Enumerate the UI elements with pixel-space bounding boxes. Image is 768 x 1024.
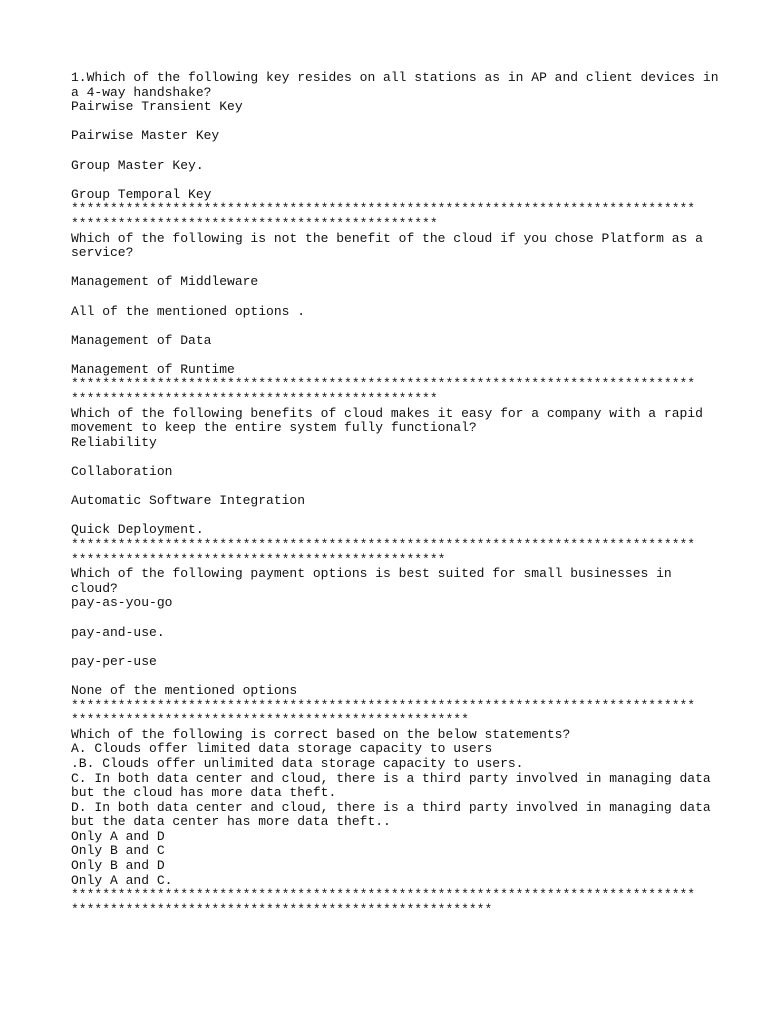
question-5	[71, 728, 711, 918]
question-2	[71, 232, 711, 407]
answer-option: Quick Deployment.	[71, 522, 204, 538]
answer-option: None of the mentioned options	[71, 682, 298, 698]
separator-line: ***********************************************	[71, 215, 438, 231]
answer-option: Collaboration	[71, 464, 173, 480]
question-text-line: a 4-way handshake?	[71, 84, 212, 100]
separator-line: ********************************************************************************	[71, 887, 696, 903]
question-text-line: Which of the following is correct based on the below statements?	[71, 726, 571, 742]
question-4	[71, 567, 711, 728]
statement-line: A. Clouds offer limited data storage capacity to users	[71, 741, 493, 757]
question-text-line: 1.Which of the following key resides on all stations as in AP and client devices in	[71, 70, 719, 85]
answer-option: Management of Middleware	[71, 274, 259, 290]
answer-option: Only A and C.	[71, 872, 173, 888]
answer-option: Management of Data	[71, 332, 212, 348]
answer-option: Group Master Key.	[71, 157, 204, 173]
answer-option: Pairwise Master Key	[71, 128, 220, 144]
answer-option: Group Temporal Key	[71, 186, 212, 202]
separator-line: ******************************************************	[71, 901, 493, 917]
statement-line: C. In both data center and cloud, there is a third party involved in managing data	[71, 770, 711, 786]
question-text-line: service?	[71, 245, 134, 261]
answer-option: Pairwise Transient Key	[71, 99, 243, 115]
question-text-line: Which of the following benefits of cloud makes it easy for a company with a rapid	[71, 405, 703, 421]
statement-line: but the data center has more data theft..	[71, 814, 391, 830]
answer-option: Reliability	[71, 434, 157, 450]
question-text-line: cloud?	[71, 580, 118, 596]
separator-line: ********************************************************************************	[71, 376, 696, 392]
separator-line: ************************************************	[71, 551, 446, 567]
answer-option: Only B and D	[71, 858, 165, 874]
answer-option: pay-and-use.	[71, 624, 165, 640]
question-3	[71, 407, 711, 568]
statement-line: D. In both data center and cloud, there is a third party involved in managing data	[71, 799, 711, 815]
statement-line: but the cloud has more data theft.	[71, 785, 337, 801]
question-1	[71, 70, 719, 232]
separator-line: ********************************************************************************	[71, 201, 696, 217]
answer-option: pay-as-you-go	[71, 595, 173, 611]
answer-option: Only A and D	[71, 828, 165, 844]
question-text-line: Which of the following payment options is best suited for small businesses in	[71, 566, 672, 582]
question-text-line: movement to keep the entire system fully functional?	[71, 420, 477, 436]
separator-line: ***************************************************	[71, 712, 469, 728]
question-text-line: Which of the following is not the benefit of the cloud if you chose Platform as a	[71, 230, 703, 246]
separator-line: ********************************************************************************	[71, 697, 696, 713]
answer-option: Management of Runtime	[71, 361, 235, 377]
answer-option: pay-per-use	[71, 653, 157, 669]
statement-line: .B. Clouds offer unlimited data storage capacity to users.	[71, 755, 524, 771]
answer-option: Only B and C	[71, 843, 165, 859]
answer-option: Automatic Software Integration	[71, 493, 306, 509]
separator-line: ***********************************************	[71, 391, 438, 407]
answer-option: All of the mentioned options .	[71, 303, 306, 319]
separator-line: ********************************************************************************	[71, 537, 696, 552]
document-page	[71, 70, 719, 917]
